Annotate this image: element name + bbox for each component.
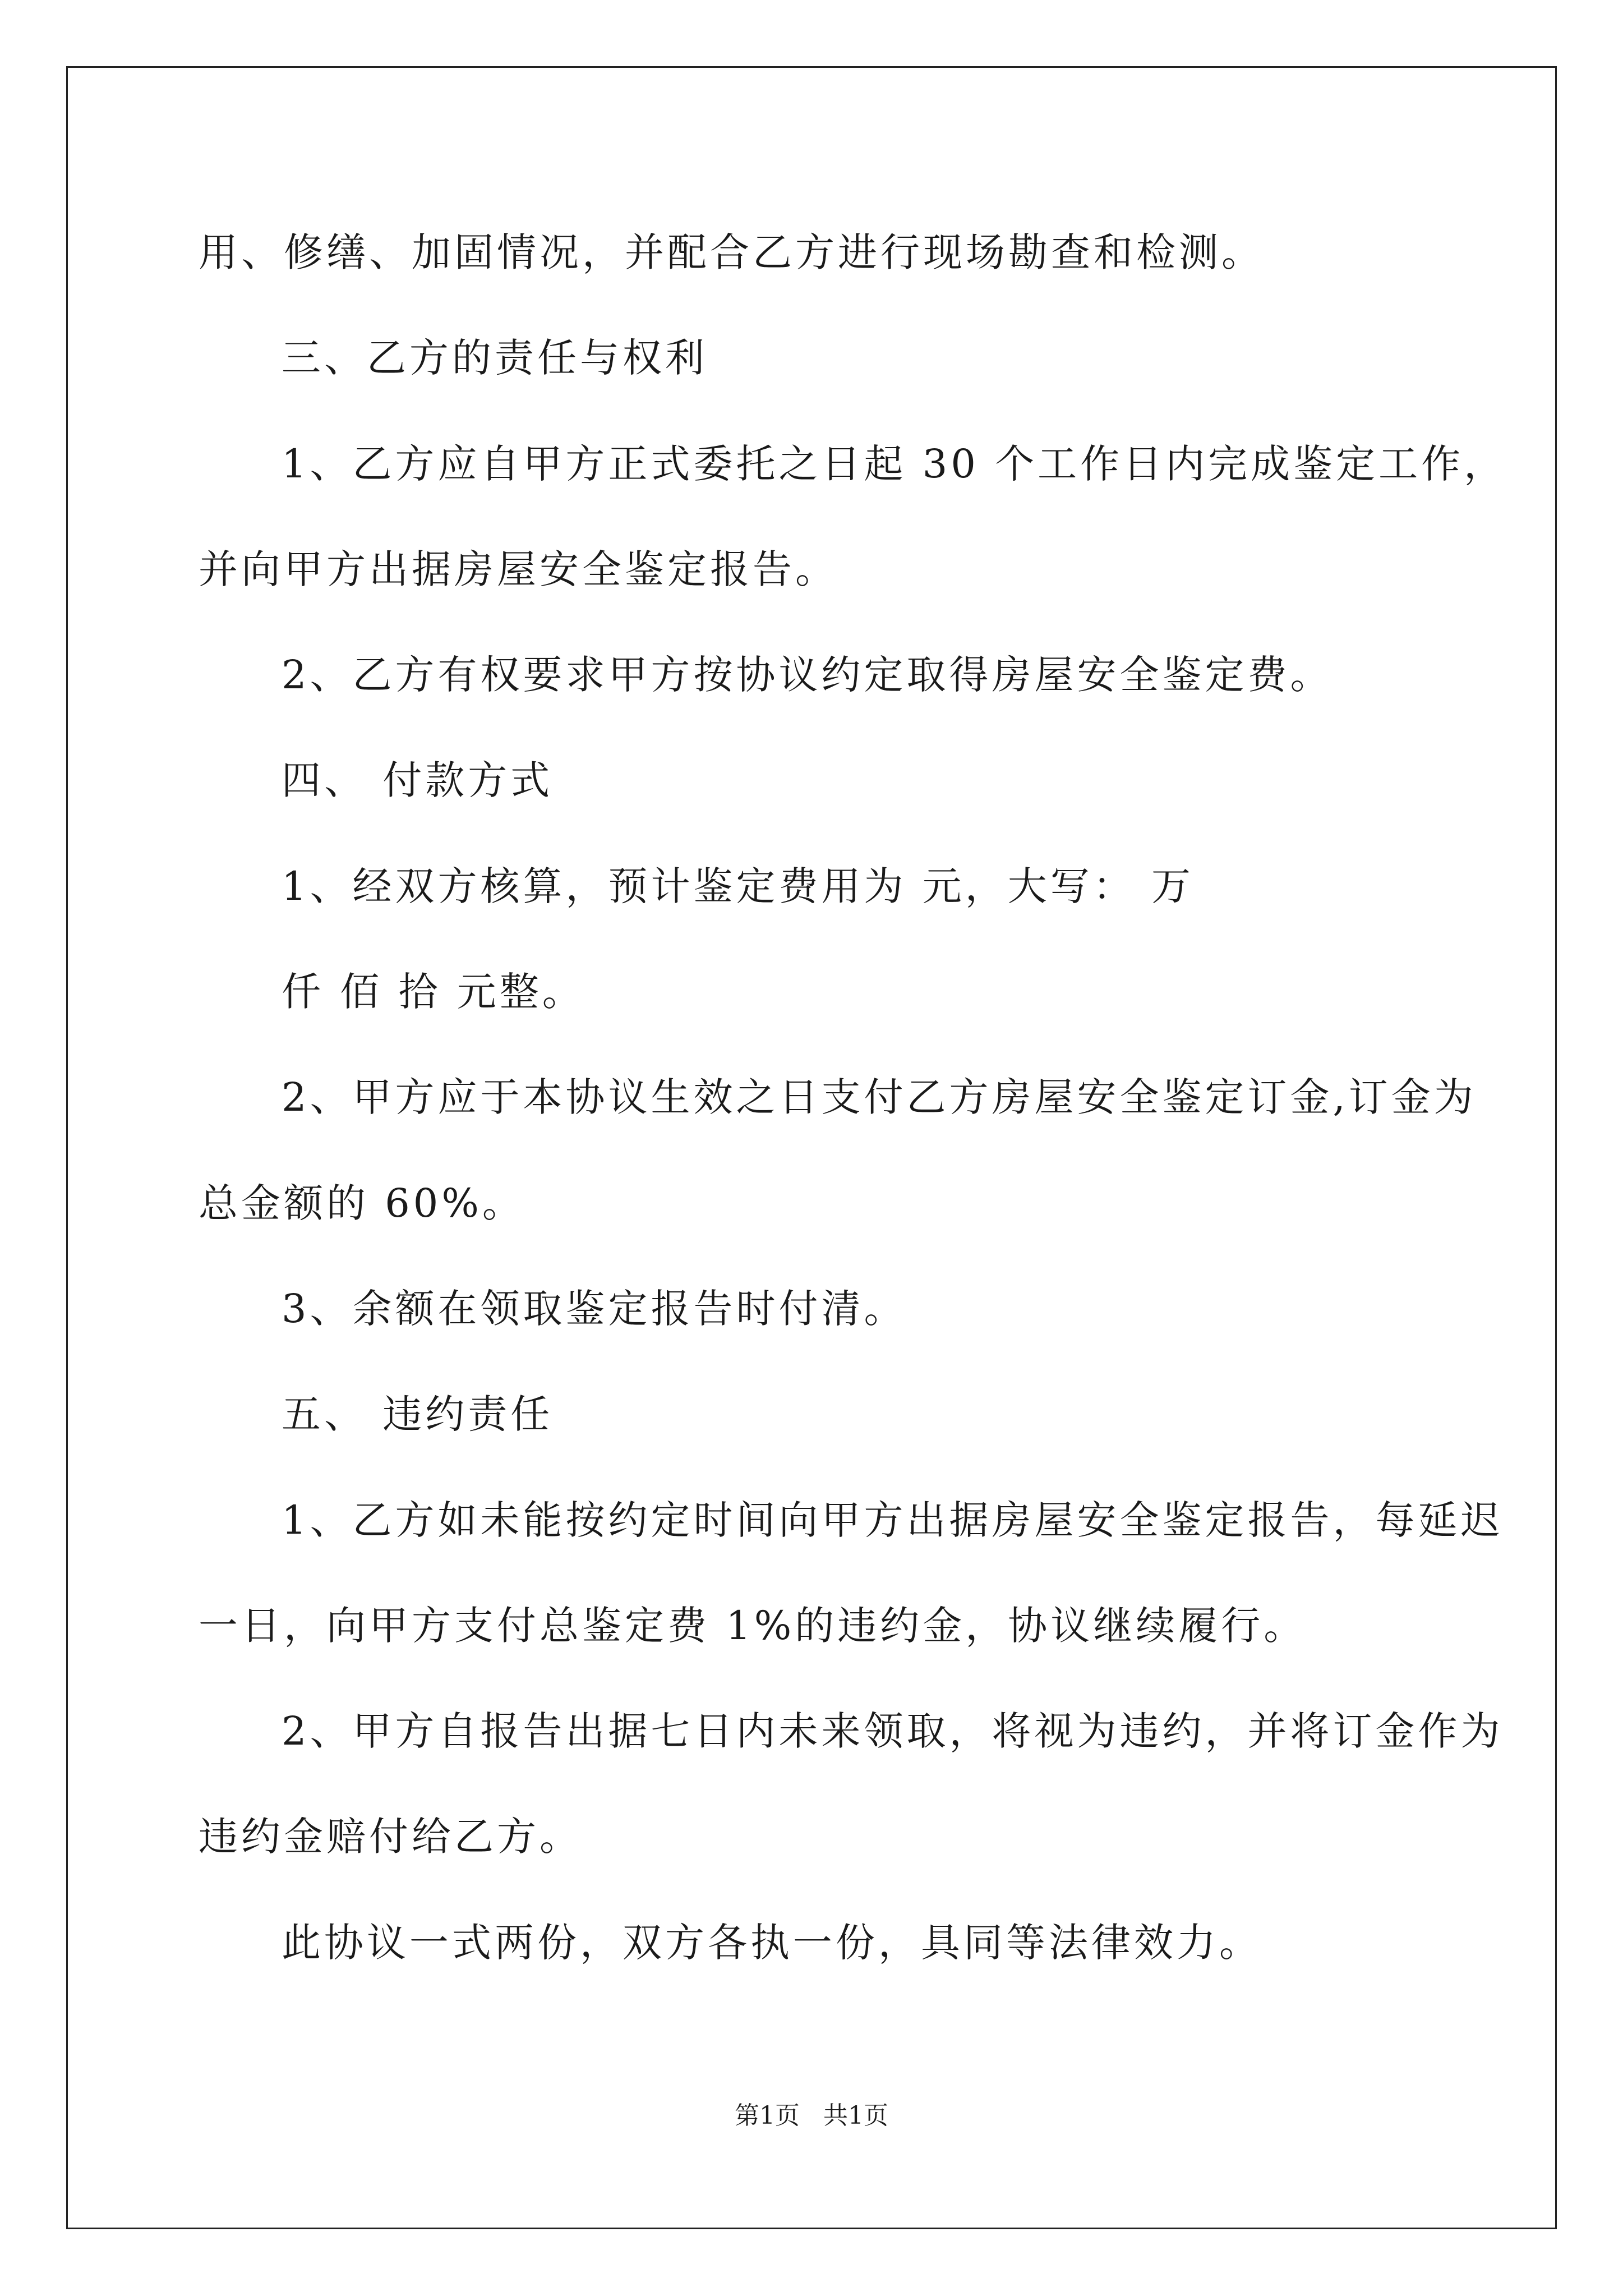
paragraph-line: 2、甲方自报告出据七日内未来领取，将视为违约，并将订金作为 <box>282 1708 1504 1754</box>
paragraph-line: 2、乙方有权要求甲方按协议约定取得房屋安全鉴定费。 <box>282 652 1333 698</box>
section-heading: 三、乙方的责任与权利 <box>282 335 708 381</box>
paragraph-line: 2、甲方应于本协议生效之日支付乙方房屋安全鉴定订金,订金为 <box>282 1074 1477 1120</box>
paragraph-line: 一日，向甲方支付总鉴定费 1%的违约金，协议继续履行。 <box>199 1603 1307 1649</box>
paragraph-line: 仟 佰 拾 元整。 <box>282 969 585 1015</box>
paragraph-line: 并向甲方出据房屋安全鉴定报告。 <box>199 546 838 592</box>
section-heading: 四、 付款方式 <box>282 757 554 803</box>
paragraph-line: 总金额的 60%。 <box>199 1180 525 1226</box>
paragraph-line: 此协议一式两份，双方各执一份，具同等法律效力。 <box>282 1920 1262 1966</box>
paragraph-line: 1、经双方核算，预计鉴定费用为 元，大写： 万 <box>282 863 1195 909</box>
paragraph-line: 用、修缮、加固情况，并配合乙方进行现场勘查和检测。 <box>199 229 1264 275</box>
paragraph-line: 1、乙方应自甲方正式委托之日起 30 个工作日内完成鉴定工作， <box>282 441 1507 487</box>
paragraph-line: 3、余额在领取鉴定报告时付清。 <box>282 1286 907 1332</box>
paragraph-line: 1、乙方如未能按约定时间向甲方出据房屋安全鉴定报告，每延迟 <box>282 1497 1504 1543</box>
section-heading: 五、 违约责任 <box>282 1391 554 1437</box>
page-footer: 第1页 共1页 <box>735 2101 888 2130</box>
page-border <box>66 66 1557 2229</box>
paragraph-line: 违约金赔付给乙方。 <box>199 1814 582 1860</box>
